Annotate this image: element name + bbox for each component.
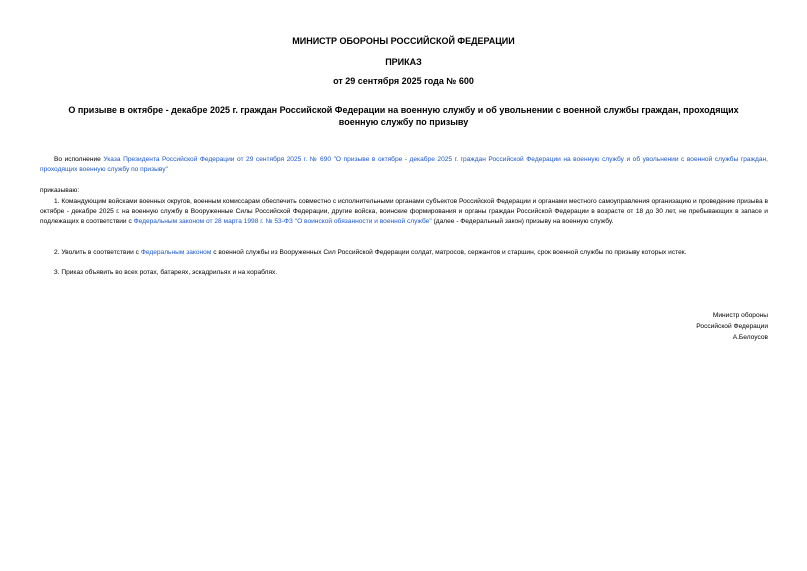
decree-link[interactable]: Указа Президента Российской Федерации от 29 сентября 2025 г. № 690 "О призыве в октябре - декабре 2025 г. граждан Российской Федерации на военную службу и об увольнении с военной службы граждан, проходящих военную службу по призыву" — [40, 156, 768, 173]
document-type: ПРИКАЗ — [385, 57, 422, 67]
federal-law-53fz-link[interactable]: Федеральным законом от 28 марта 1998 г. № 53-ФЗ "О воинской обязанности и военной службе" — [133, 218, 432, 225]
preamble-lead: Во исполнение — [54, 156, 104, 163]
federal-law-link[interactable]: Федеральным законом — [140, 249, 212, 256]
preamble-paragraph — [40, 155, 768, 175]
issuing-authority: МИНИСТР ОБОРОНЫ РОССИЙСКОЙ ФЕДЕРАЦИИ — [292, 36, 515, 46]
order-word: приказываю: — [40, 187, 80, 194]
signature-block — [568, 310, 768, 343]
signatory-name: А.Белоусов — [732, 334, 768, 341]
item-1-text-start: 1. Командующим войсками военных округов, военным комиссарам обеспечить совместно с исполнительными органами субъектов Российской Федерации и органами местного самоуправления организацию и проведение призыва в октябре - декабре 2025 г. на военную службу в Вооруженные Силы Российской Федерации, другие войска, воинские формирования и органы граждан Российской Федерации в возрасте от 18 до 30 лет, не пребывающих в запасе и подлежащих в соответствии с — [40, 198, 768, 225]
signatory-state: Российской Федерации — [696, 323, 768, 330]
signatory-position: Министр обороны — [712, 312, 768, 319]
document-date-number: от 29 сентября 2025 года № 600 — [333, 76, 474, 86]
item-2-text-end: с военной службы из Вооруженных Сил Российской Федерации солдат, матросов, сержантов и старшин, срок военной службы по призыву которых истек. — [211, 249, 687, 256]
item-1-paragraph — [40, 197, 768, 227]
item-1-text-end: (далее - Федеральный закон) призыву на военную службу. — [431, 218, 614, 225]
item-2-paragraph — [40, 248, 768, 258]
item-3-paragraph: 3. Приказ объявить во всех ротах, батареях, эскадрильях и на кораблях. — [54, 269, 278, 276]
item-2-text-start: 2. Уволить в соответствии с — [54, 249, 141, 256]
document-title: О призыве в октябре - декабре 2025 г. граждан Российской Федерации на военную службу и об увольнении с военной службы граждан, проходящих военную службу по призыву — [68, 105, 739, 127]
